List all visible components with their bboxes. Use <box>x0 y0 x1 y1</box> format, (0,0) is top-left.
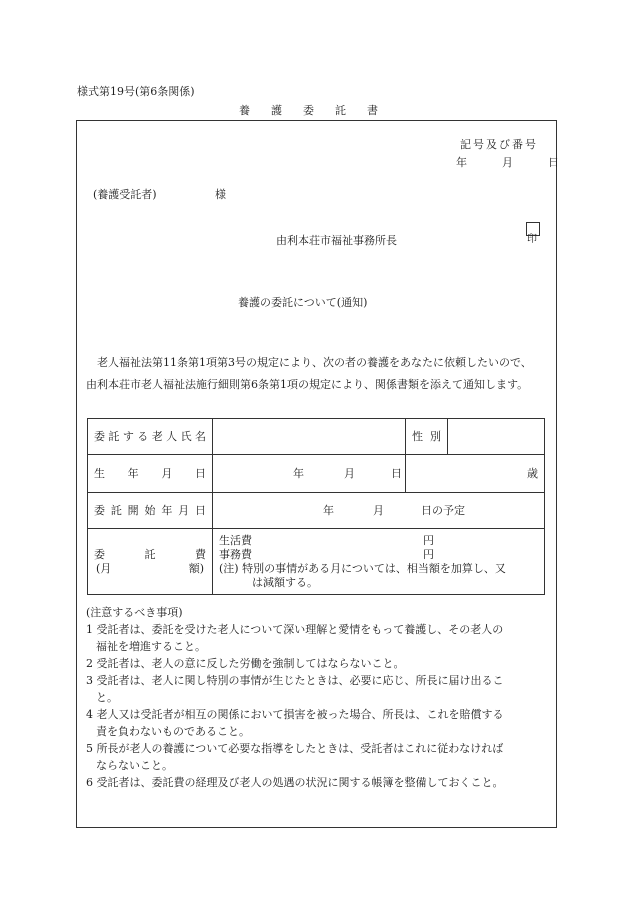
table-row <box>88 419 545 455</box>
record-number-label: 記号及び番号 <box>460 138 538 151</box>
age-cell <box>406 455 545 493</box>
issue-date <box>456 156 559 170</box>
note-line: 1 受託者は、委託を受けた老人について深い理解と愛情をもって養護し、その老人の <box>86 623 504 636</box>
note-item <box>86 672 552 706</box>
fee-note-line: (注) 特別の事情がある月については、相当額を加算し、又 <box>219 561 506 575</box>
start-day-unit: 日の予定 <box>421 503 465 517</box>
fee-sub-close: 額) <box>188 561 204 575</box>
date-year: 年 <box>456 156 467 169</box>
start-label-cell <box>88 493 213 529</box>
body-line: 由利本荘市老人福祉法施行細則第6条第1項の規定により、関係書類を添えて通知します。 <box>86 378 529 391</box>
sex-value-cell <box>448 419 545 455</box>
body-line: 老人福祉法第11条第1項第3号の規定により、次の者の養護をあなたに依頼したいので、 <box>97 356 532 369</box>
note-item <box>86 706 552 740</box>
document-title: 養護委託書 <box>239 104 399 117</box>
note-line: 4 老人又は受託者が相互の関係において損害を被った場合、所長は、これを賠償する <box>86 708 504 721</box>
fee-value-cell <box>213 529 545 595</box>
notes-section <box>86 604 552 791</box>
date-month: 月 <box>502 156 513 169</box>
note-line: ならないこと。 <box>96 759 173 772</box>
fee-label: 委託費 <box>94 547 206 561</box>
table-row <box>88 529 545 595</box>
fee-office-label: 事務費 <box>219 547 252 561</box>
start-label: 委託開始年月日 <box>94 503 206 517</box>
note-item <box>86 774 552 791</box>
start-month-unit: 月 <box>373 503 384 517</box>
fee-note-line: は減額する。 <box>252 575 318 589</box>
seal-mark: 印 <box>527 234 537 245</box>
form-code: 様式第19号(第6条関係) <box>77 85 195 98</box>
age-unit: 歳 <box>527 466 538 480</box>
fee-sub-label <box>94 562 206 576</box>
recipient-label: (養護受託者) <box>93 188 157 201</box>
name-value-cell <box>213 419 406 455</box>
fee-office-yen: 円 <box>423 547 434 561</box>
fee-label-cell <box>88 529 213 595</box>
fee-living-label: 生活費 <box>219 533 252 547</box>
note-line: と。 <box>96 691 118 704</box>
fee-sub-open: (月 <box>96 561 112 575</box>
note-line: 3 受託者は、老人に関し特別の事情が生じたときは、必要に応じ、所長に届け出るこ <box>86 674 504 687</box>
birth-value-cell <box>213 455 406 493</box>
table-row <box>88 455 545 493</box>
fee-office-line <box>219 548 538 562</box>
date-day: 日 <box>548 156 559 169</box>
fee-living-yen: 円 <box>423 533 434 547</box>
info-table <box>87 418 545 595</box>
note-item <box>86 740 552 774</box>
sex-label: 性別 <box>412 429 441 443</box>
note-line: 6 受託者は、委託費の経理及び老人の処遇の状況に関する帳簿を整備しておくこと。 <box>86 776 504 789</box>
body-text <box>86 352 551 396</box>
fee-living-line <box>219 534 538 548</box>
recipient-honorific: 様 <box>215 188 226 201</box>
birth-label-cell <box>88 455 213 493</box>
note-line: 福祉を増進すること。 <box>96 640 206 653</box>
note-line: 2 受託者は、老人の意に反した労働を強制してはならないこと。 <box>86 657 405 670</box>
notes-title: (注意するべき事項) <box>86 606 183 619</box>
birth-month-unit: 月 <box>344 466 355 480</box>
sex-label-cell <box>406 419 448 455</box>
start-value-cell <box>213 493 545 529</box>
birth-year-unit: 年 <box>293 466 304 480</box>
table-row <box>88 493 545 529</box>
note-item <box>86 655 552 672</box>
note-item <box>86 621 552 655</box>
note-line: 責を負わないものであること。 <box>96 725 250 738</box>
note-line: 5 所長が老人の養護について必要な指導をしたときは、受託者はこれに従わなければ <box>86 742 504 755</box>
subject-line: 養護の委託について(通知) <box>238 296 368 309</box>
sender-name: 由利本荘市福祉事務所長 <box>276 234 397 247</box>
start-year-unit: 年 <box>323 503 334 517</box>
name-label: 委託する老人氏名 <box>94 429 206 443</box>
birth-label: 生年月日 <box>94 466 206 480</box>
birth-day-unit: 日 <box>391 466 402 480</box>
name-label-cell <box>88 419 213 455</box>
